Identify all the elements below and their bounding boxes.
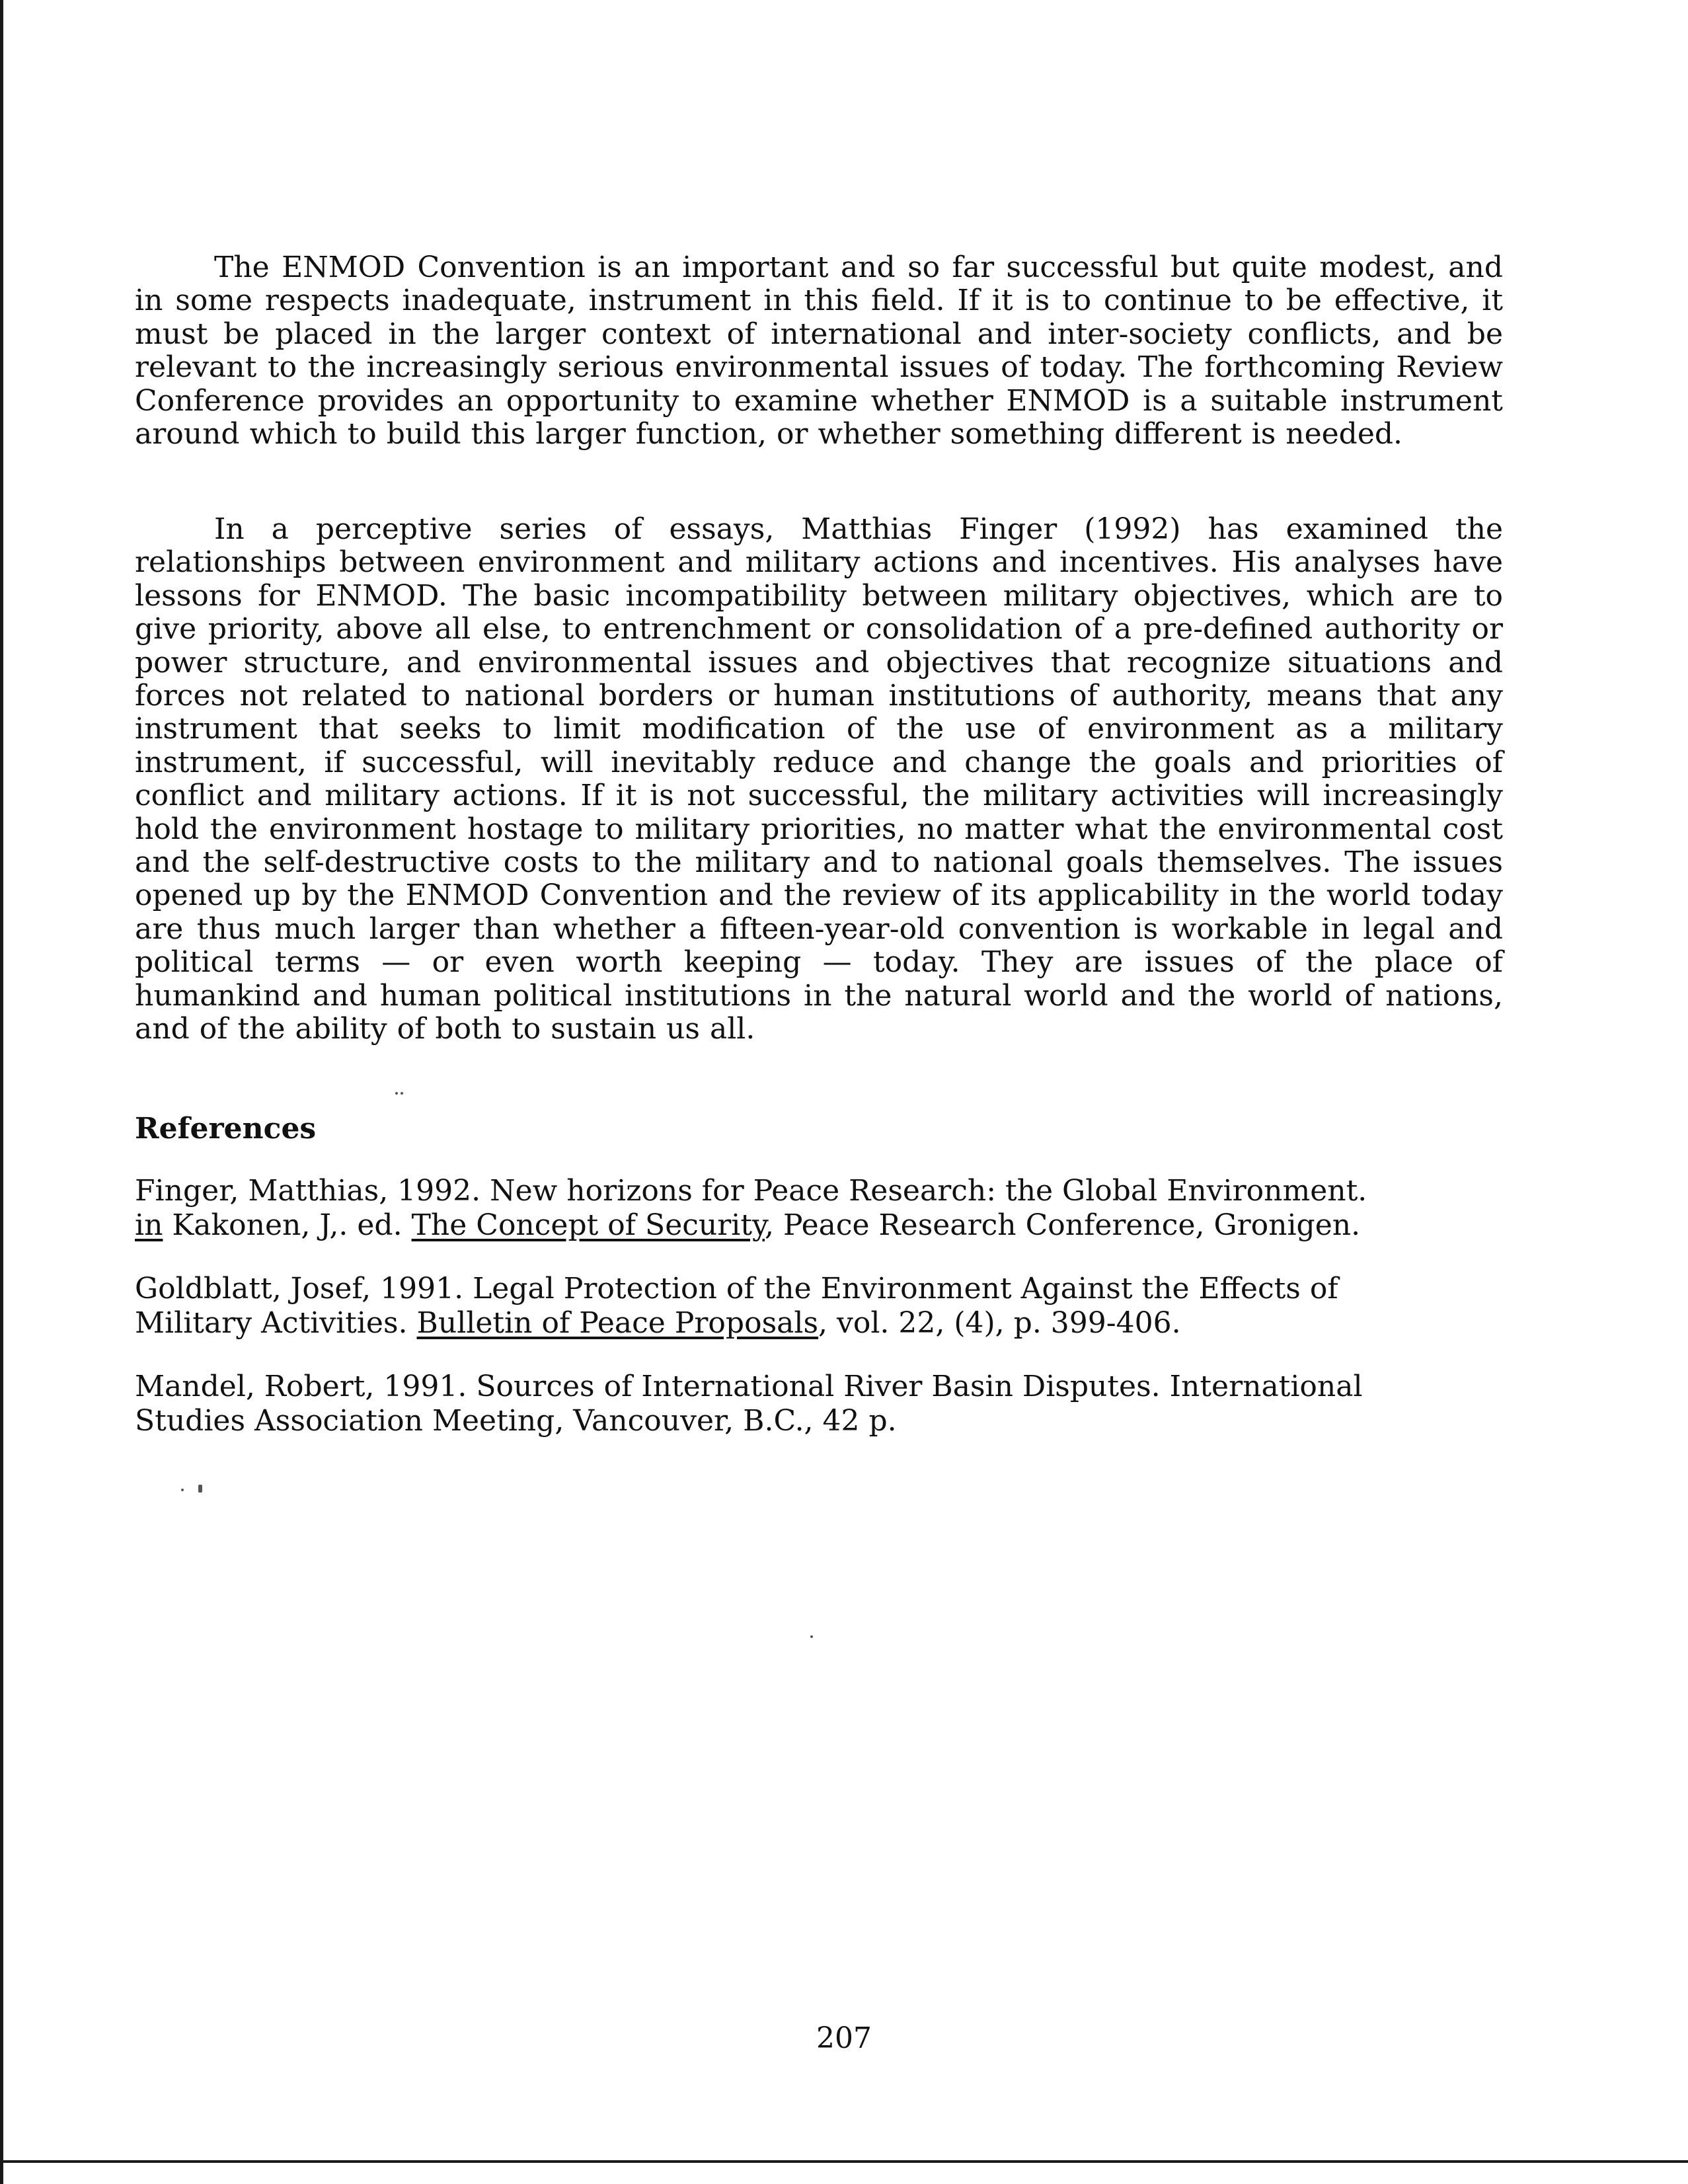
reference-mandel <box>135 1370 1503 1438</box>
paragraph-2 <box>135 513 1503 1046</box>
reference-mandel-line-1: Mandel, Robert, 1991. Sources of International River Basin Disputes. International <box>135 1370 1363 1403</box>
reference-goldblatt-line-2 <box>135 1306 1503 1341</box>
reference-goldblatt <box>135 1272 1503 1341</box>
reference-finger-title: The Concept of Security <box>411 1208 765 1242</box>
reference-finger-editor: Kakonen, J,. ed. <box>163 1208 412 1242</box>
reference-goldblatt-rest: , vol. 22, (4), p. 399-406. <box>818 1306 1181 1340</box>
paragraph-2-text: In a perceptive series of essays, Matthias Finger (1992) has examined the relationships between environment and military actions and incentives. His analyses have lessons for ENMOD. The basic incompatibility between military objectives, which are to give priority, above all else, to entrenchment or consolidation of a pre-defined authority or power structure, and environmental issues and objectives that recognize situations and forces not related to national borders or human institutions of authority, means that any instrument that seeks to limit modification of the use of environment as a military instrument, if successful, will inevitably reduce and change the goals and priorities of conflict and military actions. If it is not successful, the military activities will increasingly hold the environment hostage to military priorities, no matter what the environmental cost and the self-destructive costs to the military and to national goals themselves. The issues opened up by the ENMOD Convention and the review of its applicability in the world today are thus much larger than whether a fifteen-year-old convention is workable in legal and political terms — or even worth keeping — today. They are issues of the place of humankind and human political institutions in the natural world and the world of nations, and of the ability of both to sustain us all. <box>135 512 1503 1046</box>
bottom-margin-rule <box>0 2160 1688 2163</box>
scan-speck <box>810 1635 813 1638</box>
reference-finger-rest: , Peace Research Conference, Gronigen. <box>765 1208 1361 1242</box>
reference-finger-line-1: Finger, Matthias, 1992. New horizons for Peace Research: the Global Environment. <box>135 1174 1367 1208</box>
paragraph-1 <box>135 251 1503 451</box>
page-number: 207 <box>816 2021 872 2055</box>
paragraph-1-text: The ENMOD Convention is an important and so far successful but quite modest, and in some respects inadequate, instrument in this field. If it is to continue to be effective, it must be placed in the larger context of international and inter-society conflicts, and be relevant to the increasingly serious environmental issues of today. The forthcoming Review Conference provides an opportunity to examine whether ENMOD is a suitable instrument around which to build this larger function, or whether something different is needed. <box>135 251 1503 451</box>
scan-speck <box>401 1092 403 1095</box>
reference-mandel-line-2: Studies Association Meeting, Vancouver, B.C., 42 p. <box>135 1404 897 1438</box>
reference-goldblatt-line-1: Goldblatt, Josef, 1991. Legal Protection of the Environment Against the Effects of <box>135 1272 1338 1306</box>
left-margin-rule <box>0 0 3 2184</box>
reference-finger <box>135 1174 1503 1243</box>
reference-goldblatt-title: Bulletin of Peace Proposals <box>416 1306 819 1340</box>
scan-speck <box>395 1092 398 1095</box>
references-heading: References <box>135 1112 317 1146</box>
reference-finger-line-2 <box>135 1208 1503 1243</box>
reference-goldblatt-prefix: Military Activities. <box>135 1306 417 1340</box>
scan-speck <box>198 1485 202 1493</box>
reference-finger-in: in <box>135 1208 163 1242</box>
scan-speck <box>181 1489 184 1491</box>
